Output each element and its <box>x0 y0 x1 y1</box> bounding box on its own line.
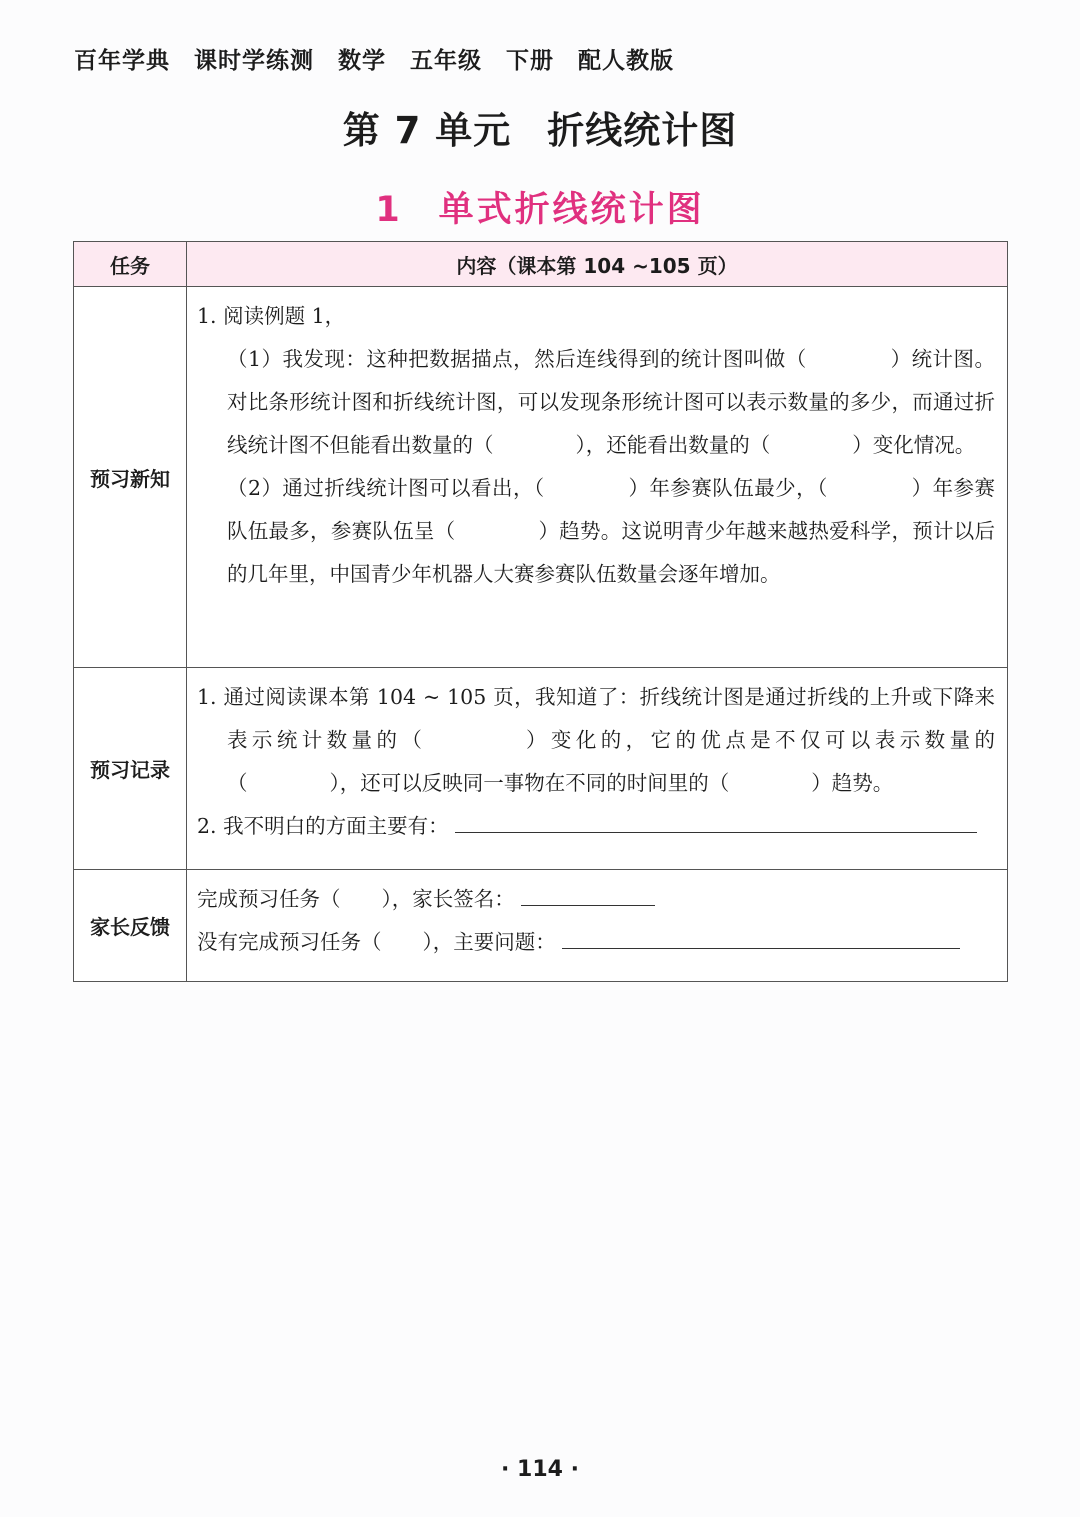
table-header-row <box>74 242 1008 287</box>
edition: 配人教版 <box>578 48 674 74</box>
col-content-header: 内容（课本第 104 ~105 页） <box>187 242 1008 287</box>
feedback-line-1 <box>197 878 995 921</box>
feedback-text-1: 完成预习任务（ ），家长签名： <box>197 887 515 911</box>
unit-name: 折线统计图 <box>547 109 738 152</box>
question-2: （2）通过折线统计图可以看出，（ ）年参赛队伍最少，（ ）年参赛队伍最多，参赛队伍呈（ ）趋势。这说明青少年越来越热爱科学，预计以后的几年里，中国青少年机器人大赛参赛队伍数量会逐年增加。 <box>227 476 995 586</box>
row-label: 预习新知 <box>74 287 187 668</box>
row-label: 预习记录 <box>74 668 187 870</box>
task-table <box>73 241 1008 982</box>
unit-label: 第 7 单元 <box>342 109 512 152</box>
answer-line[interactable] <box>455 810 977 833</box>
page-number: · 114 · <box>501 1457 579 1482</box>
table-row <box>74 668 1008 870</box>
volume: 下册 <box>506 48 554 74</box>
question-1: （1）我发现：这种把数据描点，然后连线得到的统计图叫做（ ）统计图。对比条形统计图和折线统计图，可以发现条形统计图可以表示数量的多少，而通过折线统计图不但能看出数量的（ ），还能看出数量的（ ）变化情况。 <box>227 347 995 457</box>
grade: 五年级 <box>410 48 482 74</box>
unit-title <box>0 100 1080 154</box>
row-content <box>187 287 1008 668</box>
subject: 数学 <box>338 48 386 74</box>
lesson-name: 单式折线统计图 <box>438 190 705 230</box>
record-item-2-text: 2. 我不明白的方面主要有： <box>197 814 449 838</box>
book-header <box>74 42 698 75</box>
row-content <box>187 870 1008 982</box>
book-name: 课时学练测 <box>194 48 314 74</box>
col-task-header: 任务 <box>74 242 187 287</box>
item-title: 1. 阅读例题 1， <box>197 304 346 328</box>
problem-line[interactable] <box>562 926 960 949</box>
record-item-2 <box>197 805 995 848</box>
row-content <box>187 668 1008 870</box>
feedback-text-2: 没有完成预习任务（ ），主要问题： <box>197 930 556 954</box>
series-name: 百年学典 <box>74 48 170 74</box>
feedback-line-2 <box>197 921 995 964</box>
signature-line[interactable] <box>521 883 655 906</box>
table-row <box>74 870 1008 982</box>
lesson-number: 1 <box>375 190 403 230</box>
record-item-1: 1. 通过阅读课本第 104 ~ 105 页，我知道了：折线统计图是通过折线的上升或下降来表示统计数量的（ ）变化的，它的优点是不仅可以表示数量的（ ），还可以反映同一事物在不同的时间里的（ ）趋势。 <box>197 685 995 795</box>
row-label: 家长反馈 <box>74 870 187 982</box>
table-row <box>74 287 1008 668</box>
lesson-title <box>0 182 1080 232</box>
